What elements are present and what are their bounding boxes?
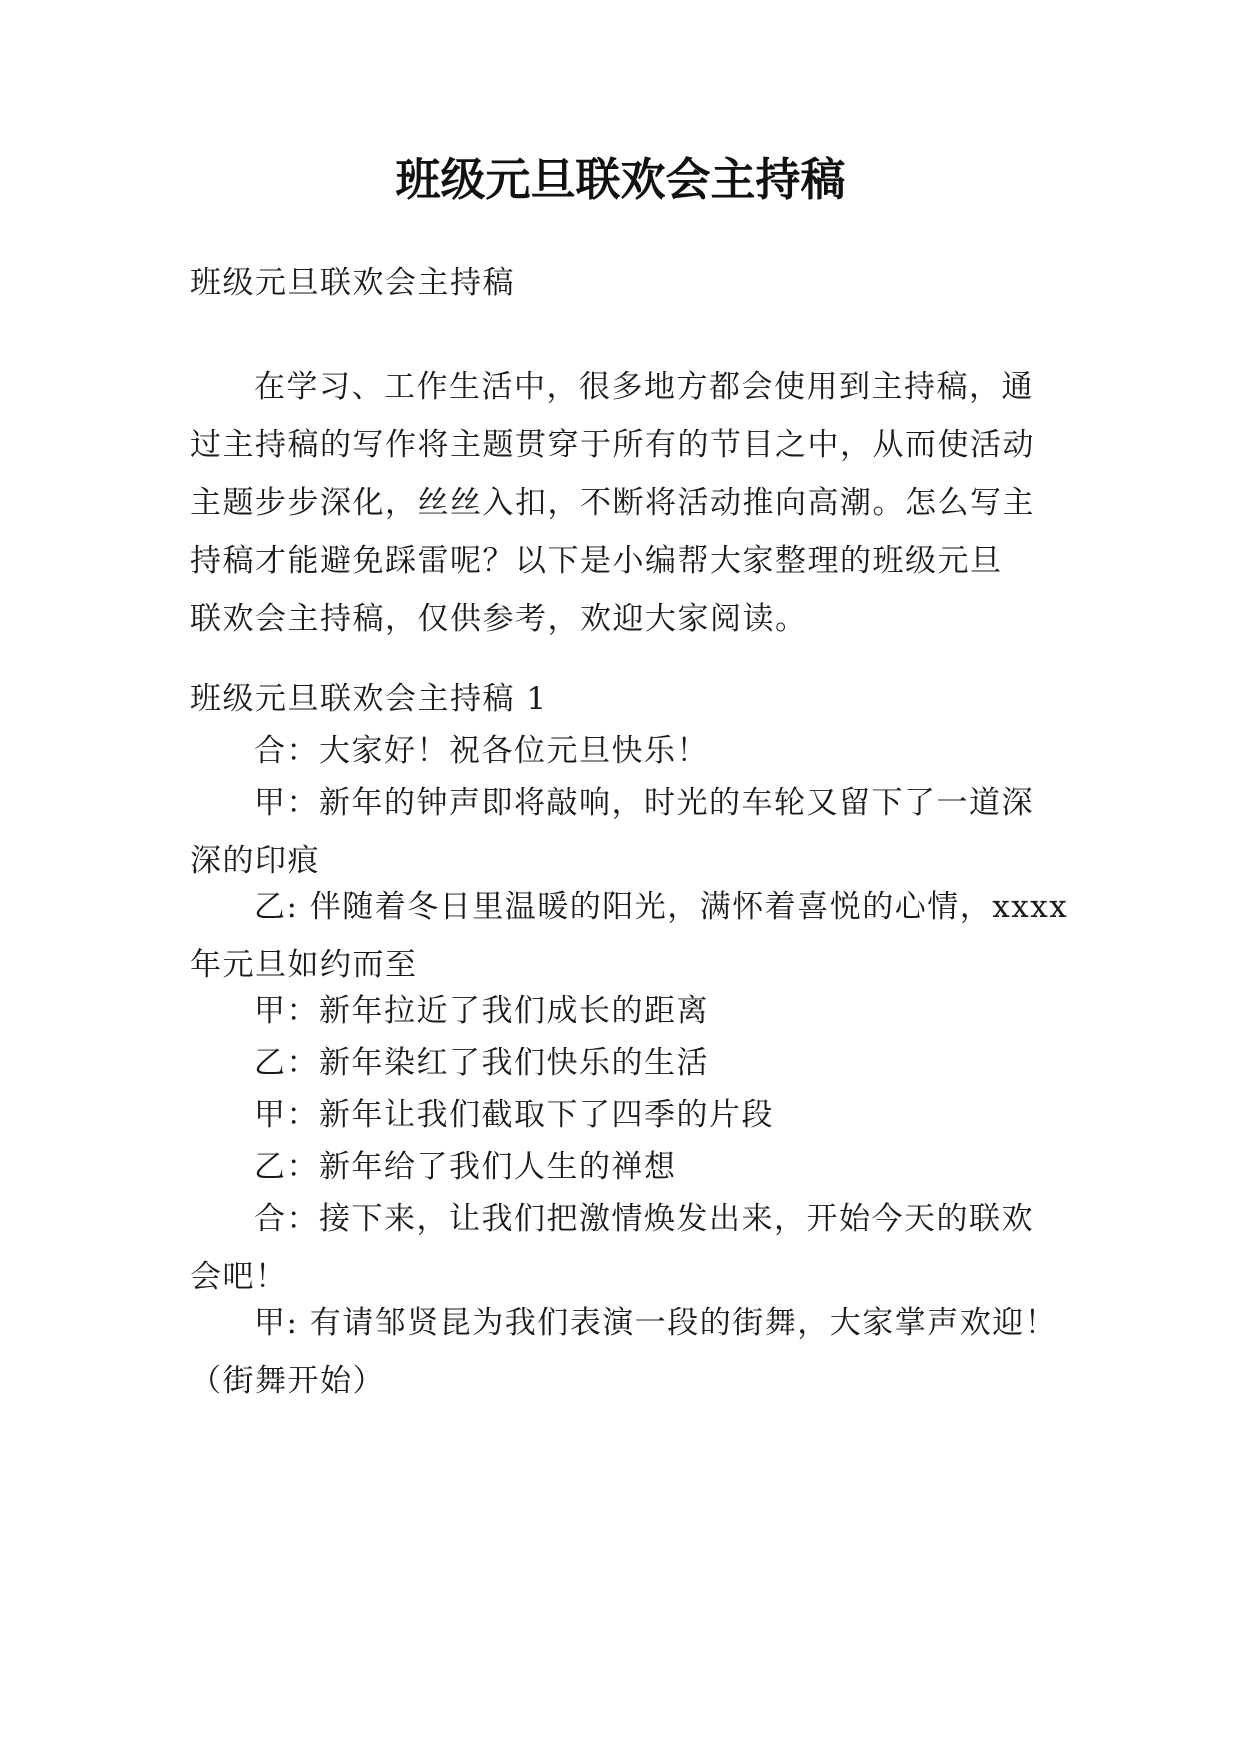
dialogue-text: 甲：新年的钟声即将敲响，时光的车轮又留下了一道深 — [254, 785, 1034, 821]
dialogue-text: 乙：新年染红了我们快乐的生活 — [254, 1045, 709, 1081]
section-heading: 班级元旦联欢会主持稿 1 — [190, 681, 548, 717]
dialogue-line — [190, 1034, 1046, 1092]
dialogue-line — [190, 1190, 1046, 1306]
intro-line: 联欢会主持稿，仅供参考，欢迎大家阅读。 — [190, 601, 808, 637]
intro-line: 过主持稿的写作将主题贯穿于所有的节目之中，从而使活动 — [190, 427, 1035, 463]
dialogue-text: 甲：新年拉近了我们成长的距离 — [254, 993, 709, 1029]
intro-line: 在学习、工作生活中，很多地方都会使用到主持稿，通 — [254, 369, 1034, 405]
dialogue-line — [190, 1138, 1046, 1196]
dialogue-text: 乙: 伴随着冬日里温暖的阳光，满怀着喜悦的心情，xxxx — [254, 889, 1069, 925]
dialogue-line — [190, 722, 1046, 780]
dialogue-text: 会吧！ — [190, 1259, 288, 1295]
dialogue-line — [190, 1086, 1046, 1144]
dialogue-text: 合：接下来，让我们把激情焕发出来，开始今天的联欢 — [254, 1201, 1034, 1237]
document-title: 班级元旦联欢会主持稿 — [395, 153, 846, 206]
dialogue-line — [190, 774, 1046, 890]
dialogue-text: （街舞开始） — [190, 1363, 385, 1399]
dialogue-line — [190, 878, 1069, 994]
dialogue-text: 甲：新年让我们截取下了四季的片段 — [254, 1097, 774, 1133]
dialogue-line — [190, 982, 1046, 1040]
intro-line: 持稿才能避免踩雷呢？以下是小编帮大家整理的班级元旦 — [190, 543, 1003, 579]
intro-line: 主题步步深化，丝丝入扣，不断将活动推向高潮。怎么写主 — [190, 485, 1035, 521]
document-subtitle: 班级元旦联欢会主持稿 — [190, 265, 515, 301]
dialogue-text: 乙：新年给了我们人生的禅想 — [254, 1149, 677, 1185]
intro-paragraph — [190, 358, 1046, 648]
dialogue-text: 合：大家好！祝各位元旦快乐！ — [254, 733, 709, 769]
dialogue-line — [190, 1294, 1058, 1410]
dialogue-text: 年元旦如约而至 — [190, 947, 418, 983]
dialogue-text: 深的印痕 — [190, 843, 320, 879]
dialogue-text: 甲: 有请邹贤昆为我们表演一段的街舞，大家掌声欢迎！ — [254, 1305, 1058, 1341]
